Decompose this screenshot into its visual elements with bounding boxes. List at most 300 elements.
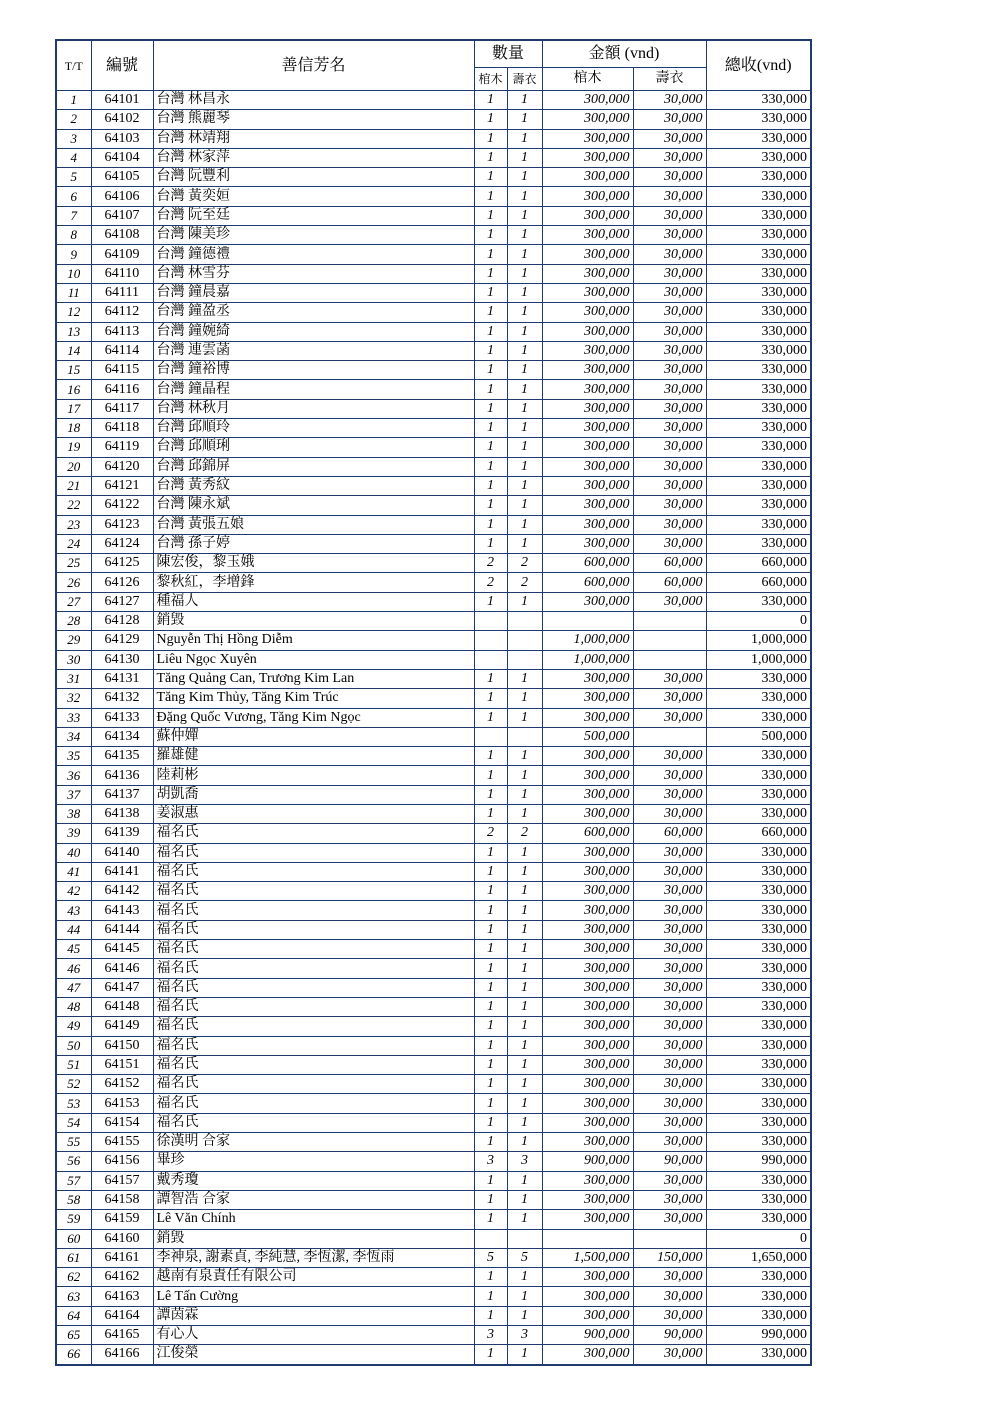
row-number: 33 bbox=[56, 708, 91, 727]
row-total: 330,000 bbox=[706, 264, 811, 283]
row-total: 330,000 bbox=[706, 129, 811, 148]
row-code: 64124 bbox=[91, 534, 153, 553]
row-shroud-amount: 30,000 bbox=[633, 476, 706, 495]
row-coffin-amount: 1,000,000 bbox=[542, 631, 633, 650]
row-code: 64120 bbox=[91, 457, 153, 476]
row-coffin-qty: 1 bbox=[474, 1268, 507, 1287]
row-shroud-qty: 1 bbox=[507, 187, 542, 206]
row-number: 55 bbox=[56, 1133, 91, 1152]
row-coffin-qty: 1 bbox=[474, 1190, 507, 1209]
row-shroud-amount: 60,000 bbox=[633, 824, 706, 843]
row-shroud-amount: 30,000 bbox=[633, 380, 706, 399]
row-shroud-amount: 30,000 bbox=[633, 303, 706, 322]
row-shroud-amount: 30,000 bbox=[633, 496, 706, 515]
table-row bbox=[56, 727, 811, 746]
row-name: 蘇仲嬋 bbox=[153, 727, 474, 746]
row-shroud-amount: 30,000 bbox=[633, 322, 706, 341]
table-row bbox=[56, 669, 811, 688]
row-coffin-qty: 1 bbox=[474, 766, 507, 785]
row-coffin-qty bbox=[474, 612, 507, 631]
row-name: 越南有泉責任有限公司 bbox=[153, 1268, 474, 1287]
row-name: 台灣 林家萍 bbox=[153, 148, 474, 167]
row-number: 39 bbox=[56, 824, 91, 843]
row-number: 60 bbox=[56, 1229, 91, 1248]
row-shroud-amount: 30,000 bbox=[633, 226, 706, 245]
table-row bbox=[56, 476, 811, 495]
table-row bbox=[56, 1075, 811, 1094]
row-shroud-amount: 30,000 bbox=[633, 843, 706, 862]
row-coffin-qty bbox=[474, 631, 507, 650]
row-shroud-qty: 1 bbox=[507, 245, 542, 264]
row-shroud-qty: 1 bbox=[507, 1268, 542, 1287]
row-total: 330,000 bbox=[706, 1210, 811, 1229]
row-shroud-qty: 1 bbox=[507, 1094, 542, 1113]
row-shroud-amount: 30,000 bbox=[633, 168, 706, 187]
row-name: Liêu Ngọc Xuyên bbox=[153, 650, 474, 669]
row-shroud-amount: 30,000 bbox=[633, 920, 706, 939]
row-shroud-qty: 2 bbox=[507, 573, 542, 592]
row-code: 64121 bbox=[91, 476, 153, 495]
table-row bbox=[56, 226, 811, 245]
row-number: 34 bbox=[56, 727, 91, 746]
row-code: 64138 bbox=[91, 804, 153, 823]
row-shroud-qty: 1 bbox=[507, 110, 542, 129]
table-row bbox=[56, 1152, 811, 1171]
row-coffin-amount: 300,000 bbox=[542, 419, 633, 438]
row-total: 330,000 bbox=[706, 1306, 811, 1325]
row-shroud-amount: 90,000 bbox=[633, 1326, 706, 1345]
table-row bbox=[56, 1306, 811, 1325]
row-coffin-qty: 1 bbox=[474, 496, 507, 515]
row-name: 台灣 林昌永 bbox=[153, 91, 474, 110]
row-coffin-qty: 1 bbox=[474, 303, 507, 322]
table-row bbox=[56, 901, 811, 920]
row-coffin-amount: 300,000 bbox=[542, 1306, 633, 1325]
row-total: 330,000 bbox=[706, 1075, 811, 1094]
row-name: 福名氏 bbox=[153, 862, 474, 881]
table-body bbox=[56, 91, 811, 1365]
row-coffin-qty: 1 bbox=[474, 264, 507, 283]
row-name: Tăng Kim Thủy, Tăng Kim Trúc bbox=[153, 689, 474, 708]
row-code: 64143 bbox=[91, 901, 153, 920]
row-name: 台灣 孫子婷 bbox=[153, 534, 474, 553]
row-code: 64164 bbox=[91, 1306, 153, 1325]
row-coffin-amount: 300,000 bbox=[542, 997, 633, 1016]
row-coffin-qty: 1 bbox=[474, 959, 507, 978]
row-name: 台灣 鐘婉綺 bbox=[153, 322, 474, 341]
row-total: 660,000 bbox=[706, 573, 811, 592]
row-coffin-qty: 1 bbox=[474, 1306, 507, 1325]
row-code: 64154 bbox=[91, 1113, 153, 1132]
row-name: 黎秋紅，李增鋒 bbox=[153, 573, 474, 592]
row-coffin-qty: 1 bbox=[474, 322, 507, 341]
row-code: 64110 bbox=[91, 264, 153, 283]
row-shroud-amount: 30,000 bbox=[633, 747, 706, 766]
row-shroud-qty: 1 bbox=[507, 1171, 542, 1190]
row-shroud-amount: 30,000 bbox=[633, 1133, 706, 1152]
row-coffin-amount: 300,000 bbox=[542, 457, 633, 476]
row-shroud-qty: 1 bbox=[507, 1306, 542, 1325]
row-shroud-qty: 1 bbox=[507, 669, 542, 688]
row-shroud-qty: 1 bbox=[507, 380, 542, 399]
row-total: 330,000 bbox=[706, 187, 811, 206]
row-code: 64130 bbox=[91, 650, 153, 669]
row-number: 41 bbox=[56, 862, 91, 881]
row-shroud-qty: 1 bbox=[507, 129, 542, 148]
row-total: 330,000 bbox=[706, 1094, 811, 1113]
row-coffin-amount: 300,000 bbox=[542, 380, 633, 399]
row-code: 64127 bbox=[91, 592, 153, 611]
row-number: 18 bbox=[56, 419, 91, 438]
row-code: 64137 bbox=[91, 785, 153, 804]
row-name: 譚茵霖 bbox=[153, 1306, 474, 1325]
row-coffin-amount: 300,000 bbox=[542, 592, 633, 611]
row-code: 64103 bbox=[91, 129, 153, 148]
row-name: 姜淑惠 bbox=[153, 804, 474, 823]
row-total: 330,000 bbox=[706, 110, 811, 129]
row-coffin-amount: 300,000 bbox=[542, 785, 633, 804]
row-name: 台灣 陳美珍 bbox=[153, 226, 474, 245]
row-number: 63 bbox=[56, 1287, 91, 1306]
row-coffin-qty: 1 bbox=[474, 592, 507, 611]
table-row bbox=[56, 766, 811, 785]
row-shroud-qty: 1 bbox=[507, 1210, 542, 1229]
row-number: 19 bbox=[56, 438, 91, 457]
row-number: 21 bbox=[56, 476, 91, 495]
row-code: 64148 bbox=[91, 997, 153, 1016]
row-name: 福名氏 bbox=[153, 920, 474, 939]
row-coffin-amount: 300,000 bbox=[542, 1075, 633, 1094]
table-row bbox=[56, 380, 811, 399]
row-name: 台灣 邱順琍 bbox=[153, 438, 474, 457]
row-shroud-amount: 30,000 bbox=[633, 785, 706, 804]
row-coffin-qty bbox=[474, 727, 507, 746]
table-row bbox=[56, 1268, 811, 1287]
row-shroud-amount: 30,000 bbox=[633, 1075, 706, 1094]
row-code: 64133 bbox=[91, 708, 153, 727]
row-coffin-qty: 2 bbox=[474, 554, 507, 573]
row-name: 台灣 鐘晨嘉 bbox=[153, 283, 474, 302]
row-coffin-amount: 300,000 bbox=[542, 1017, 633, 1036]
row-shroud-qty: 1 bbox=[507, 978, 542, 997]
row-name: 種福人 bbox=[153, 592, 474, 611]
row-name: 台灣 鐘晶程 bbox=[153, 380, 474, 399]
row-shroud-qty: 1 bbox=[507, 438, 542, 457]
row-number: 17 bbox=[56, 399, 91, 418]
row-coffin-amount: 300,000 bbox=[542, 1171, 633, 1190]
table-row bbox=[56, 1345, 811, 1365]
row-code: 64152 bbox=[91, 1075, 153, 1094]
row-shroud-qty: 1 bbox=[507, 959, 542, 978]
row-coffin-amount: 300,000 bbox=[542, 940, 633, 959]
row-total: 330,000 bbox=[706, 882, 811, 901]
header-coffin-qty: 棺木 bbox=[474, 68, 507, 91]
row-coffin-amount: 300,000 bbox=[542, 283, 633, 302]
row-shroud-qty: 1 bbox=[507, 91, 542, 110]
row-shroud-amount: 30,000 bbox=[633, 457, 706, 476]
row-coffin-amount: 300,000 bbox=[542, 245, 633, 264]
row-coffin-amount: 1,000,000 bbox=[542, 650, 633, 669]
row-coffin-amount: 600,000 bbox=[542, 573, 633, 592]
row-total: 330,000 bbox=[706, 476, 811, 495]
row-total: 330,000 bbox=[706, 1055, 811, 1074]
row-total: 330,000 bbox=[706, 534, 811, 553]
row-number: 61 bbox=[56, 1248, 91, 1267]
row-shroud-qty: 1 bbox=[507, 708, 542, 727]
row-total: 0 bbox=[706, 612, 811, 631]
row-number: 29 bbox=[56, 631, 91, 650]
row-coffin-qty: 1 bbox=[474, 689, 507, 708]
row-number: 46 bbox=[56, 959, 91, 978]
row-total: 330,000 bbox=[706, 206, 811, 225]
row-total: 330,000 bbox=[706, 168, 811, 187]
row-number: 40 bbox=[56, 843, 91, 862]
row-code: 64113 bbox=[91, 322, 153, 341]
row-coffin-amount: 300,000 bbox=[542, 1345, 633, 1365]
row-coffin-amount: 300,000 bbox=[542, 1055, 633, 1074]
row-total: 330,000 bbox=[706, 689, 811, 708]
row-name: 台灣 阮至廷 bbox=[153, 206, 474, 225]
row-number: 50 bbox=[56, 1036, 91, 1055]
row-name: 台灣 林秋月 bbox=[153, 399, 474, 418]
row-code: 64146 bbox=[91, 959, 153, 978]
row-number: 11 bbox=[56, 283, 91, 302]
header-tt: T/T bbox=[56, 40, 91, 91]
row-name: 福名氏 bbox=[153, 1075, 474, 1094]
row-name: 胡凱喬 bbox=[153, 785, 474, 804]
row-shroud-amount: 30,000 bbox=[633, 978, 706, 997]
row-shroud-amount: 30,000 bbox=[633, 804, 706, 823]
row-shroud-qty: 1 bbox=[507, 1287, 542, 1306]
row-name: 台灣 黃奕姮 bbox=[153, 187, 474, 206]
row-shroud-qty: 1 bbox=[507, 804, 542, 823]
table-row bbox=[56, 824, 811, 843]
row-coffin-amount: 300,000 bbox=[542, 1094, 633, 1113]
row-shroud-qty: 5 bbox=[507, 1248, 542, 1267]
row-total: 990,000 bbox=[706, 1152, 811, 1171]
row-coffin-amount: 300,000 bbox=[542, 226, 633, 245]
row-shroud-amount: 30,000 bbox=[633, 766, 706, 785]
row-code: 64147 bbox=[91, 978, 153, 997]
row-number: 64 bbox=[56, 1306, 91, 1325]
row-shroud-amount: 30,000 bbox=[633, 148, 706, 167]
row-shroud-amount: 30,000 bbox=[633, 669, 706, 688]
row-coffin-amount: 300,000 bbox=[542, 978, 633, 997]
row-name: 福名氏 bbox=[153, 940, 474, 959]
row-shroud-amount: 30,000 bbox=[633, 882, 706, 901]
row-total: 330,000 bbox=[706, 419, 811, 438]
row-shroud-amount: 150,000 bbox=[633, 1248, 706, 1267]
row-coffin-qty: 1 bbox=[474, 110, 507, 129]
row-shroud-amount: 30,000 bbox=[633, 245, 706, 264]
row-code: 64145 bbox=[91, 940, 153, 959]
row-shroud-qty: 1 bbox=[507, 496, 542, 515]
header-coffin-amt: 棺木 bbox=[542, 68, 633, 91]
table-row bbox=[56, 1210, 811, 1229]
row-shroud-qty: 1 bbox=[507, 843, 542, 862]
row-shroud-amount bbox=[633, 1229, 706, 1248]
row-total: 330,000 bbox=[706, 862, 811, 881]
row-code: 64109 bbox=[91, 245, 153, 264]
row-shroud-amount: 30,000 bbox=[633, 283, 706, 302]
row-coffin-qty: 1 bbox=[474, 862, 507, 881]
row-number: 5 bbox=[56, 168, 91, 187]
row-number: 31 bbox=[56, 669, 91, 688]
row-code: 64106 bbox=[91, 187, 153, 206]
row-coffin-qty: 1 bbox=[474, 380, 507, 399]
row-name: 台灣 黃張五娘 bbox=[153, 515, 474, 534]
row-number: 8 bbox=[56, 226, 91, 245]
row-total: 330,000 bbox=[706, 959, 811, 978]
row-code: 64136 bbox=[91, 766, 153, 785]
row-code: 64139 bbox=[91, 824, 153, 843]
row-coffin-amount: 1,500,000 bbox=[542, 1248, 633, 1267]
row-name: 陳宏俊，黎玉娥 bbox=[153, 554, 474, 573]
row-name: 譚智浩 合家 bbox=[153, 1190, 474, 1209]
row-number: 48 bbox=[56, 997, 91, 1016]
header-name: 善信芳名 bbox=[153, 40, 474, 91]
row-number: 59 bbox=[56, 1210, 91, 1229]
row-shroud-qty: 1 bbox=[507, 206, 542, 225]
row-coffin-amount: 300,000 bbox=[542, 843, 633, 862]
row-number: 37 bbox=[56, 785, 91, 804]
row-code: 64160 bbox=[91, 1229, 153, 1248]
row-shroud-amount: 30,000 bbox=[633, 110, 706, 129]
row-shroud-qty: 1 bbox=[507, 1017, 542, 1036]
row-coffin-amount: 300,000 bbox=[542, 1113, 633, 1132]
row-shroud-amount: 30,000 bbox=[633, 997, 706, 1016]
table-row bbox=[56, 1055, 811, 1074]
row-shroud-qty: 1 bbox=[507, 457, 542, 476]
row-code: 64102 bbox=[91, 110, 153, 129]
row-total: 330,000 bbox=[706, 515, 811, 534]
row-name: 江俊榮 bbox=[153, 1345, 474, 1365]
row-name: 徐漢明 合家 bbox=[153, 1133, 474, 1152]
row-shroud-qty: 1 bbox=[507, 1113, 542, 1132]
row-coffin-qty: 1 bbox=[474, 148, 507, 167]
row-coffin-qty: 2 bbox=[474, 824, 507, 843]
row-coffin-amount: 300,000 bbox=[542, 882, 633, 901]
row-total: 330,000 bbox=[706, 1133, 811, 1152]
row-name: 羅雄健 bbox=[153, 747, 474, 766]
row-name: Tăng Quảng Can, Trương Kim Lan bbox=[153, 669, 474, 688]
row-total: 330,000 bbox=[706, 669, 811, 688]
row-code: 64115 bbox=[91, 361, 153, 380]
row-total: 330,000 bbox=[706, 283, 811, 302]
row-total: 330,000 bbox=[706, 399, 811, 418]
table-row bbox=[56, 322, 811, 341]
row-name: 戴秀瓊 bbox=[153, 1171, 474, 1190]
row-shroud-qty: 1 bbox=[507, 1133, 542, 1152]
row-name: 福名氏 bbox=[153, 882, 474, 901]
row-name: 台灣 鐘盈丞 bbox=[153, 303, 474, 322]
row-name: 台灣 鐘裕博 bbox=[153, 361, 474, 380]
row-number: 23 bbox=[56, 515, 91, 534]
row-coffin-amount: 300,000 bbox=[542, 804, 633, 823]
row-shroud-amount: 30,000 bbox=[633, 1306, 706, 1325]
row-coffin-qty: 1 bbox=[474, 438, 507, 457]
row-shroud-qty: 1 bbox=[507, 322, 542, 341]
row-name: 福名氏 bbox=[153, 1094, 474, 1113]
table-row bbox=[56, 843, 811, 862]
table-row bbox=[56, 148, 811, 167]
row-number: 57 bbox=[56, 1171, 91, 1190]
row-coffin-amount: 300,000 bbox=[542, 361, 633, 380]
row-coffin-qty: 1 bbox=[474, 283, 507, 302]
row-shroud-qty: 1 bbox=[507, 1055, 542, 1074]
row-coffin-qty: 1 bbox=[474, 399, 507, 418]
row-total: 330,000 bbox=[706, 1190, 811, 1209]
row-number: 47 bbox=[56, 978, 91, 997]
row-number: 52 bbox=[56, 1075, 91, 1094]
row-coffin-amount: 300,000 bbox=[542, 708, 633, 727]
table-row bbox=[56, 1133, 811, 1152]
row-name: 福名氏 bbox=[153, 1017, 474, 1036]
row-coffin-qty: 1 bbox=[474, 515, 507, 534]
row-shroud-qty: 1 bbox=[507, 264, 542, 283]
row-shroud-amount: 60,000 bbox=[633, 573, 706, 592]
row-shroud-qty: 3 bbox=[507, 1152, 542, 1171]
row-name: 台灣 黃秀紋 bbox=[153, 476, 474, 495]
row-code: 64101 bbox=[91, 91, 153, 110]
row-number: 32 bbox=[56, 689, 91, 708]
row-number: 62 bbox=[56, 1268, 91, 1287]
row-shroud-qty: 1 bbox=[507, 168, 542, 187]
row-shroud-qty: 1 bbox=[507, 1075, 542, 1094]
table-row bbox=[56, 882, 811, 901]
row-name: 台灣 邱錦屏 bbox=[153, 457, 474, 476]
row-total: 330,000 bbox=[706, 997, 811, 1016]
row-code: 64126 bbox=[91, 573, 153, 592]
row-code: 64157 bbox=[91, 1171, 153, 1190]
row-number: 7 bbox=[56, 206, 91, 225]
row-coffin-amount: 300,000 bbox=[542, 91, 633, 110]
row-shroud-amount: 30,000 bbox=[633, 1055, 706, 1074]
row-name: 台灣 鐘德禮 bbox=[153, 245, 474, 264]
row-shroud-amount: 30,000 bbox=[633, 940, 706, 959]
row-coffin-amount: 300,000 bbox=[542, 168, 633, 187]
table-row bbox=[56, 573, 811, 592]
row-coffin-qty: 1 bbox=[474, 708, 507, 727]
row-shroud-qty: 2 bbox=[507, 824, 542, 843]
row-name: 台灣 阮豐利 bbox=[153, 168, 474, 187]
row-coffin-qty: 1 bbox=[474, 168, 507, 187]
row-coffin-qty: 1 bbox=[474, 1113, 507, 1132]
row-shroud-amount: 30,000 bbox=[633, 592, 706, 611]
row-total: 1,000,000 bbox=[706, 631, 811, 650]
row-code: 64108 bbox=[91, 226, 153, 245]
row-code: 64150 bbox=[91, 1036, 153, 1055]
row-total: 330,000 bbox=[706, 920, 811, 939]
row-coffin-amount: 300,000 bbox=[542, 399, 633, 418]
table-row bbox=[56, 1036, 811, 1055]
row-coffin-qty: 1 bbox=[474, 843, 507, 862]
row-total: 330,000 bbox=[706, 978, 811, 997]
row-shroud-amount: 30,000 bbox=[633, 1345, 706, 1365]
row-name: 台灣 熊麗琴 bbox=[153, 110, 474, 129]
row-coffin-amount: 300,000 bbox=[542, 901, 633, 920]
row-code: 64153 bbox=[91, 1094, 153, 1113]
table-row bbox=[56, 978, 811, 997]
row-shroud-amount: 30,000 bbox=[633, 438, 706, 457]
row-coffin-amount: 300,000 bbox=[542, 496, 633, 515]
row-coffin-qty: 1 bbox=[474, 882, 507, 901]
table-row bbox=[56, 1248, 811, 1267]
row-shroud-qty: 1 bbox=[507, 862, 542, 881]
row-shroud-qty bbox=[507, 727, 542, 746]
row-coffin-amount: 300,000 bbox=[542, 689, 633, 708]
table-row bbox=[56, 419, 811, 438]
